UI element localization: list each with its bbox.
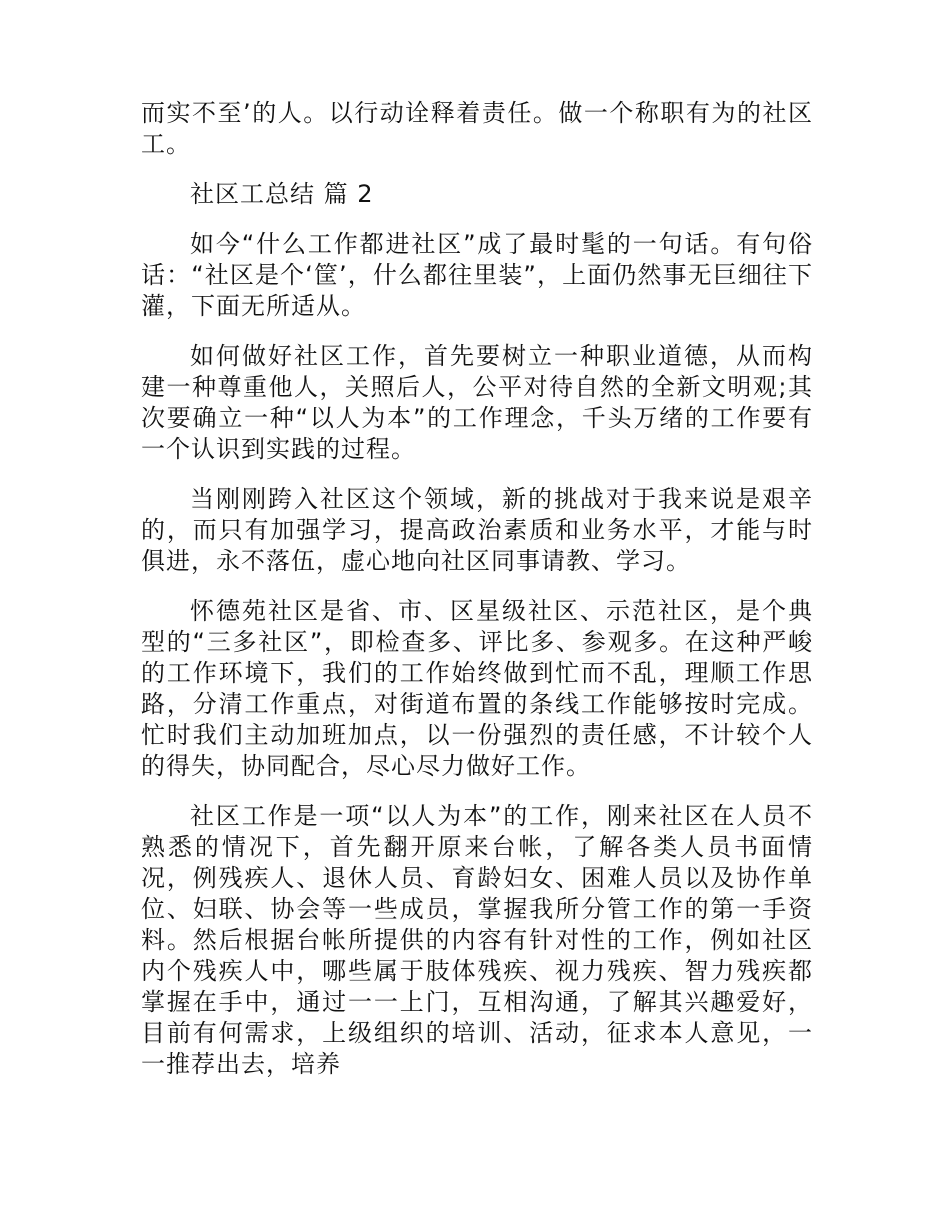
paragraph: 如今“什么工作都进社区”成了最时髦的一句话。有句俗话：“社区是个‘筐’，什么都往里装”，上面仍然事无巨细往下灌，下面无所适从。 (141, 230, 813, 320)
paragraph-continuation: 而实不至’的人。以行动诠释着责任。做一个称职有为的社区工。 (141, 99, 813, 158)
paragraph: 怀德苑社区是省、市、区星级社区、示范社区，是个典型的“三多社区”，即检查多、评比多、参观多。在这种严峻的工作环境下，我们的工作始终做到忙而不乱，理顺工作思路，分清工作重点，对街道布置的条线工作能够按时完成。忙时我们主动加班加点，以一份强烈的责任感，不计较个人的得失，协同配合，尽心尽力做好工作。 (141, 597, 813, 780)
paragraph: 如何做好社区工作，首先要树立一种职业道德，从而构建一种尊重他人，关照后人，公平对待自然的全新文明观;其次要确立一种“以人为本”的工作理念，千头万绪的工作要有一个认识到实践的过程。 (141, 342, 813, 463)
section-heading: 社区工总结 篇 2 (190, 180, 374, 208)
paragraph: 社区工作是一项“以人为本”的工作，刚来社区在人员不熟悉的情况下，首先翻开原来台帐，了解各类人员书面情况，例残疾人、退休人员、育龄妇女、困难人员以及协作单位、妇联、协会等一些成员，掌握我所分管工作的第一手资料。然后根据台帐所提供的内容有针对性的工作，例如社区内个残疾人中，哪些属于肢体残疾、视力残疾、智力残疾都掌握在手中，通过一一上门，互相沟通，了解其兴趣爱好，目前有何需求，上级组织的培训、活动，征求本人意见，一一推荐出去，培养 (141, 802, 813, 1078)
paragraph: 当刚刚跨入社区这个领域，新的挑战对于我来说是艰辛的，而只有加强学习，提高政治素质和业务水平，才能与时俱进，永不落伍，虚心地向社区同事请教、学习。 (141, 485, 813, 575)
document-body (141, 98, 813, 1099)
